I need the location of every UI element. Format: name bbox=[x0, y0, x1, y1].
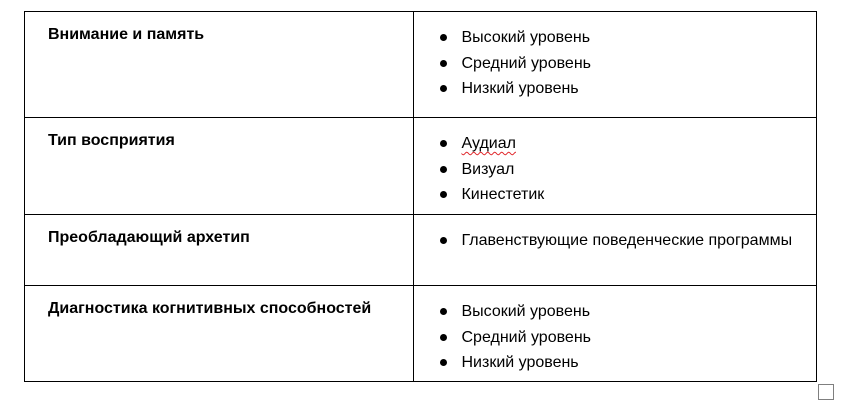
bullet-icon bbox=[440, 334, 447, 341]
list-item bbox=[414, 299, 816, 325]
bullet-icon bbox=[440, 166, 447, 173]
list-item-text: Средний уровень bbox=[461, 54, 591, 72]
row-label-cell[interactable] bbox=[25, 12, 414, 118]
list-item bbox=[414, 25, 816, 51]
table-row bbox=[25, 286, 817, 382]
table-resize-handle-icon[interactable] bbox=[818, 384, 834, 400]
bullet-icon bbox=[440, 308, 447, 315]
bullet-icon bbox=[440, 34, 447, 41]
bullet-icon bbox=[440, 140, 447, 147]
bullet-icon bbox=[440, 359, 447, 366]
bullet-list bbox=[414, 12, 816, 102]
row-label-perception-type: Тип восприятия bbox=[48, 132, 175, 149]
row-label-cell[interactable] bbox=[25, 215, 414, 286]
list-item-text: Средний уровень bbox=[461, 328, 591, 346]
list-item bbox=[414, 76, 816, 102]
row-values-cell[interactable] bbox=[414, 215, 817, 286]
list-item-text: Низкий уровень bbox=[461, 354, 579, 371]
bullet-list bbox=[414, 286, 816, 376]
list-item-text: Главенствующие поведенческие программы bbox=[461, 232, 793, 249]
bullet-list bbox=[414, 215, 816, 254]
list-item-text: Высокий уровень bbox=[461, 303, 591, 320]
list-item-text: Низкий уровень bbox=[461, 80, 579, 97]
row-label-attention-memory: Внимание и память bbox=[48, 26, 205, 43]
list-item-text: Высокий уровень bbox=[461, 29, 591, 46]
bullet-icon bbox=[440, 237, 447, 244]
bullet-icon bbox=[440, 60, 447, 67]
list-item bbox=[414, 131, 816, 157]
table-row bbox=[25, 12, 817, 118]
list-item-text: Кинестетик bbox=[461, 186, 545, 203]
list-item bbox=[414, 182, 816, 208]
bullet-icon bbox=[440, 191, 447, 198]
list-item bbox=[414, 228, 816, 254]
list-item bbox=[414, 157, 816, 183]
list-item bbox=[414, 51, 816, 77]
row-values-cell[interactable] bbox=[414, 286, 817, 382]
row-values-cell[interactable] bbox=[414, 12, 817, 118]
properties-table bbox=[24, 11, 817, 382]
list-item bbox=[414, 350, 816, 376]
bullet-list bbox=[414, 118, 816, 208]
table-row bbox=[25, 118, 817, 215]
row-label-cell[interactable] bbox=[25, 118, 414, 215]
spellcheck-flagged-text: Аудиал bbox=[461, 135, 516, 152]
row-values-cell[interactable] bbox=[414, 118, 817, 215]
row-label-cell[interactable] bbox=[25, 286, 414, 382]
bullet-icon bbox=[440, 85, 447, 92]
row-label-cognitive-diagnostics: Диагностика когнитивных способностей bbox=[48, 300, 372, 317]
row-label-archetype: Преобладающий архетип bbox=[48, 229, 250, 246]
list-item bbox=[414, 325, 816, 351]
table-row bbox=[25, 215, 817, 286]
list-item-text: Визуал bbox=[461, 160, 515, 178]
